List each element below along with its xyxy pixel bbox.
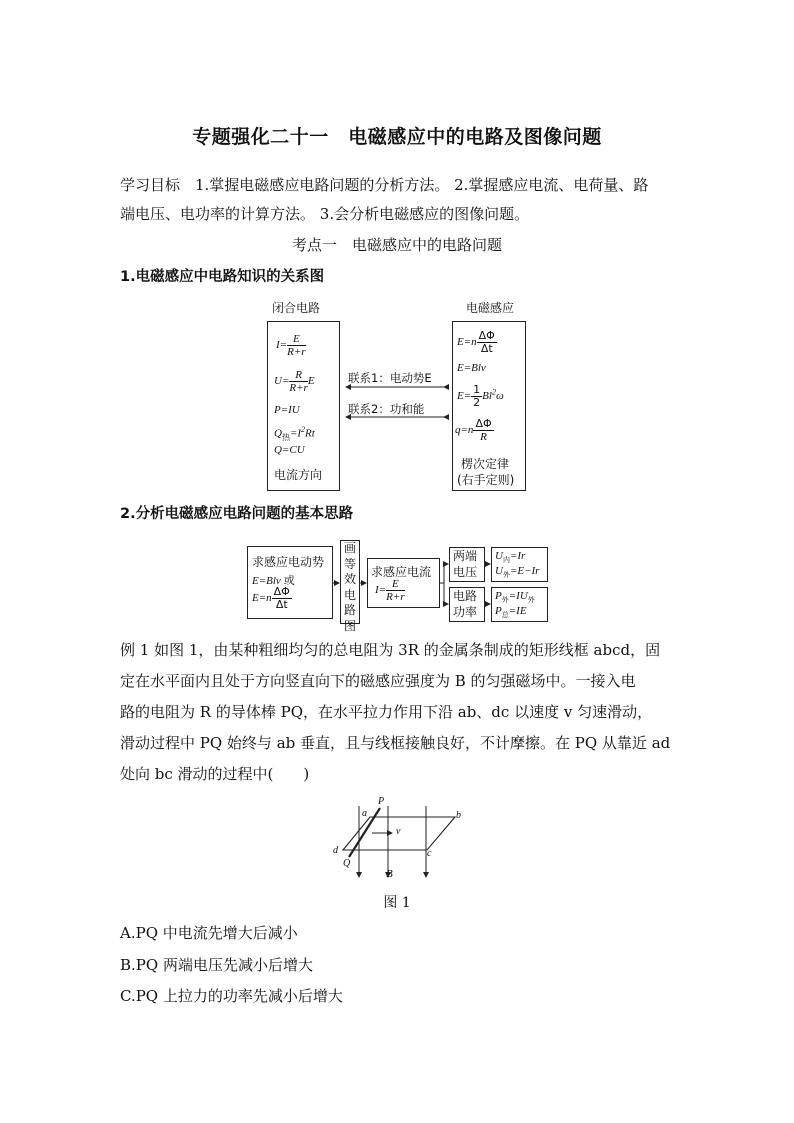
example-line-4: 滑动过程中 PQ 始终与 ab 垂直，且与线框接触良好，不计摩擦。在 PQ 从靠近 ad [120, 734, 671, 752]
step-equivalent-circuit: 画等效电路图 [344, 541, 357, 633]
step-current-title: 求感应电流 [371, 565, 432, 579]
link-emf-label: 联系1：电动势E [348, 371, 432, 385]
section-heading: 考点一 电磁感应中的电路问题 [291, 236, 502, 254]
output-external-voltage: $U_外=E-Ir$ [495, 565, 540, 580]
output-external-power: $P_外=IU_外$ [495, 590, 535, 605]
objectives-line-1: 学习目标 1.掌握电磁感应电路问题的分析方法。 2.掌握感应电流、电荷量、路 [120, 176, 649, 194]
label-d: d [333, 845, 338, 856]
label-v: v [396, 826, 401, 837]
example-line-5: 处向 bc 滑动的过程中( ) [120, 765, 310, 783]
branch-voltage: 两端电压 [453, 549, 478, 579]
left-footer: 电流方向 [274, 468, 323, 482]
objectives-line-2: 端电压、电功率的计算方法。 3.会分析电磁感应的图像问题。 [120, 205, 530, 223]
option-a: A.PQ 中电流先增大后减小 [120, 924, 298, 942]
example-line-3: 路的电阻为 R 的导体棒 PQ，在水平拉力作用下沿 ab、dc 以速度 v 匀速滑动， [120, 703, 653, 721]
step-emf-formula-1: E=Blv 或 [252, 574, 295, 587]
output-total-power: $P_总=IE$ [495, 605, 527, 620]
option-c: C.PQ 上拉力的功率先减小后增大 [120, 987, 343, 1005]
branch-power: 电路功率 [453, 589, 478, 619]
label-a: a [362, 808, 367, 819]
subheading-basic-approach: 2.分析电磁感应电路问题的基本思路 [120, 506, 354, 522]
example-line-2: 定在水平面内且处于方向竖直向下的磁感应强度为 B 的匀强磁场中。一接入电 [120, 672, 636, 690]
formula-rotating-emf: E= $\frac{1}{2}$ Bl$^2$ω [457, 383, 504, 409]
step-emf-formula-2: E=n $\frac{\Delta\Phi}{\Delta t}$ [252, 585, 290, 611]
right-footer-2: (右手定则) [457, 473, 515, 487]
page-title: 专题强化二十一 电磁感应中的电路及图像问题 [192, 126, 602, 148]
example-line-1: 例 1 如图 1，由某种粗细均匀的总电阻为 3R 的金属条制成的矩形线框 abcd，固 [120, 641, 661, 659]
step-current-formula: I= $\frac{E}{R+r}$ [375, 578, 405, 603]
link-energy-label: 联系2：功和能 [348, 402, 425, 416]
formula-induced-charge: q=n $\frac{\Delta\Phi}{R}$ [455, 417, 492, 443]
formula-motional-emf: E=Blv [457, 362, 486, 374]
step-emf-title: 求感应电动势 [252, 555, 325, 569]
label-B: B [386, 868, 393, 880]
label-Q: Q [343, 858, 351, 869]
output-internal-voltage: $U_内=Ir$ [495, 550, 526, 565]
right-footer-1: 楞次定律 [461, 457, 510, 471]
formula-power: P=IU [274, 404, 300, 416]
label-c: c [427, 848, 432, 859]
formula-heat: $Q_热=I^2Rt$ [274, 425, 315, 442]
formula-voltage: U= $\frac{R}{R+r}$ E [274, 369, 315, 394]
figure-caption: 图 1 [383, 895, 411, 911]
option-b: B.PQ 两端电压先减小后增大 [120, 956, 313, 974]
label-P: P [378, 796, 385, 807]
formula-current: I= $\frac{E}{R+r}$ [276, 333, 306, 358]
label-b: b [456, 810, 461, 821]
formula-faraday: E=n $\frac{\Delta\Phi}{\Delta t}$ [457, 329, 495, 355]
formula-charge-capacitor: Q=CU [274, 444, 305, 456]
left-header: 闭合电路 [272, 301, 321, 315]
subheading-relation-map: 1.电磁感应中电路知识的关系图 [120, 269, 325, 285]
right-header: 电磁感应 [466, 301, 515, 315]
